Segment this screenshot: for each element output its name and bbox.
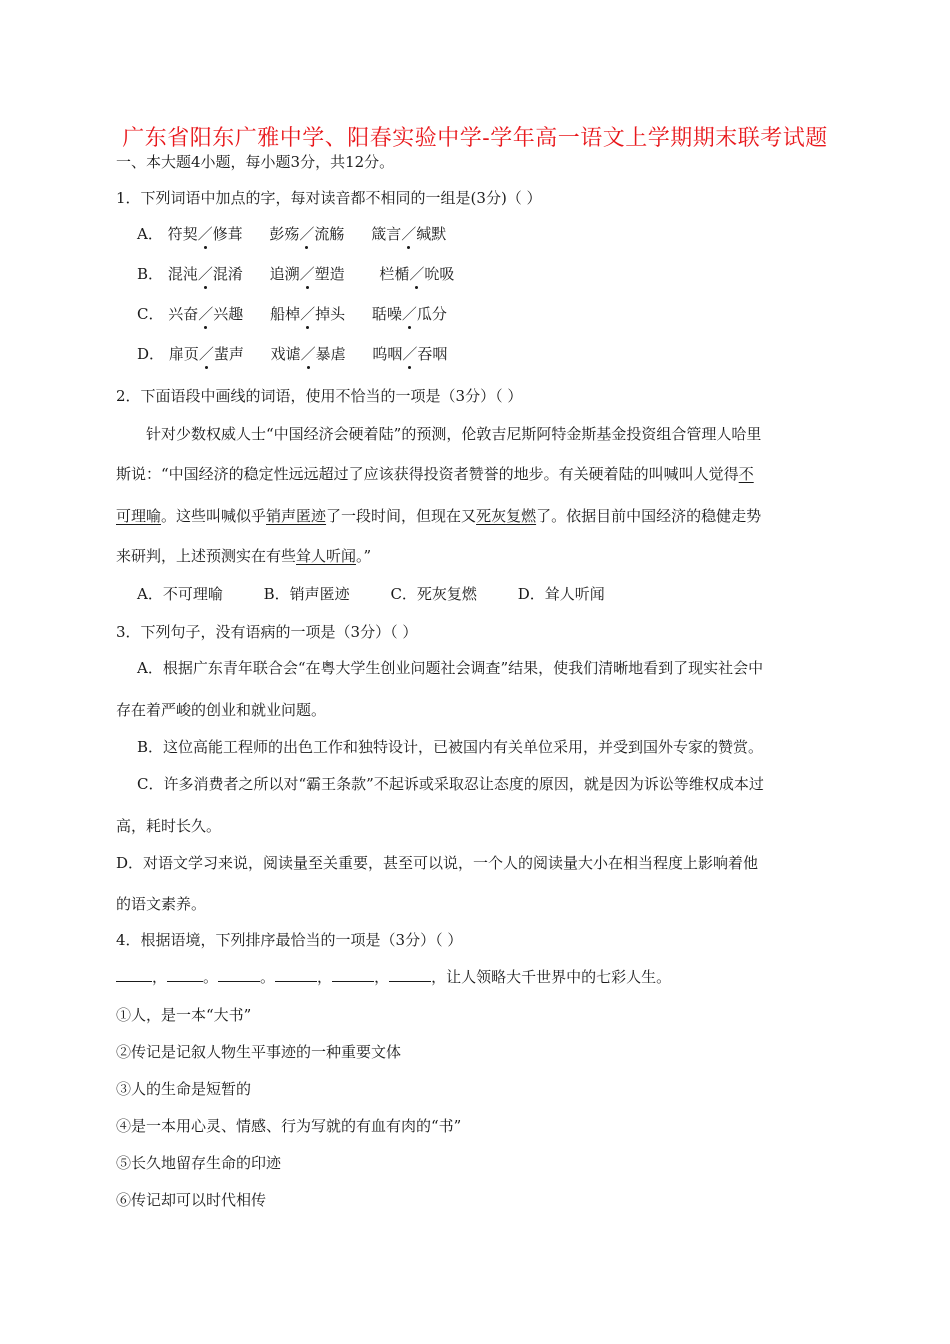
question-2-options: [137, 584, 605, 604]
answer-blank[interactable]: [389, 967, 431, 982]
dotted-word-pair: 符契／修葺: [167, 225, 243, 243]
punctuation: 。: [203, 968, 219, 986]
sentence-item: ①人，是一本“大书”: [116, 1006, 252, 1024]
dotted-word-pair: 箴言／缄默: [371, 225, 447, 243]
answer-blank[interactable]: [167, 967, 203, 982]
question-3-option-c: C．许多消费者之所以对“霸王条款”不起诉或采取忍让态度的原因，就是因为诉讼等维权成本过: [137, 775, 764, 793]
dotted-word-pair: 兴奋／兴趣: [168, 305, 244, 323]
passage-text: 了。依据目前中国经济的稳健走势: [536, 507, 762, 525]
question-3-option-c-cont: 高，耗时长久。: [116, 817, 222, 835]
answer-blank[interactable]: [218, 967, 260, 982]
dotted-word-pair: 聒噪／瓜分: [371, 305, 447, 323]
passage-line: 针对少数权威人士“中国经济会硬着陆”的预测，伦敦吉尼斯阿特金斯基金投资组合管理人哈里: [146, 425, 762, 443]
answer-blank[interactable]: [275, 967, 317, 982]
passage-text: 来研判，上述预测实在有些: [116, 547, 297, 565]
page-title: 广东省阳东广雅中学、阳春实验中学-学年高一语文上学期期末联考试题: [122, 126, 828, 151]
question-1-stem: 1．下列词语中加点的字，每对读音都不相同的一组是(3分)（ ）: [116, 189, 542, 207]
question-2-stem: 2．下面语段中画线的词语，使用不恰当的一项是（3分）（ ）: [116, 387, 523, 405]
option-label: A．: [137, 225, 163, 243]
underlined-phrase: 销声匿迹: [266, 507, 327, 525]
passage-line: [116, 464, 754, 484]
passage-text: 。”: [356, 547, 372, 565]
sentence-item: ④是一本用心灵、情感、行为写就的有血有肉的“书”: [116, 1117, 462, 1135]
dotted-word-pair: 扉页／蜚声: [168, 345, 244, 363]
option-label: C．: [137, 305, 164, 323]
underlined-phrase: 耸人听闻: [296, 547, 357, 565]
option-c: C．死灰复燃: [390, 585, 477, 603]
punctuation: ，: [152, 968, 168, 986]
punctuation: ，: [374, 968, 390, 986]
question-3-stem: 3．下列句子，没有语病的一项是（3分）（ ）: [116, 623, 418, 641]
question-1-option-b: [137, 264, 454, 284]
option-d: D．耸人听闻: [517, 585, 605, 603]
punctuation: 。: [260, 968, 276, 986]
sentence-item: ⑤长久地留存生命的印迹: [116, 1154, 282, 1172]
sentence-item: ③人的生命是短暂的: [116, 1080, 252, 1098]
dotted-word-pair: 呜咽／吞咽: [372, 345, 448, 363]
dotted-word-pair: 追溯／塑造: [269, 265, 345, 283]
fill-in-sentence: [116, 967, 671, 987]
question-3-option-d: D．对语文学习来说，阅读量至关重要，甚至可以说，一个人的阅读量大小在相当程度上影响着他: [116, 854, 759, 872]
punctuation: ，: [317, 968, 333, 986]
question-3-option-a-cont: 存在着严峻的创业和就业问题。: [116, 701, 327, 719]
question-1-option-d: [137, 344, 447, 364]
answer-blank[interactable]: [116, 967, 152, 982]
dotted-word-pair: 混沌／混淆: [167, 265, 243, 283]
question-3-option-a: A．根据广东青年联合会“在粤大学生创业问题社会调查”结果，使我们清晰地看到了现实社会中: [137, 659, 764, 677]
section-heading: 一、本大题4小题，每小题3分，共12分。: [116, 153, 395, 171]
question-1-option-c: [137, 304, 447, 324]
option-b: B．销声匿迹: [263, 585, 350, 603]
underlined-phrase: 死灰复燃: [476, 507, 537, 525]
option-a: A．不可理喻: [137, 585, 223, 603]
question-3-option-b: B．这位高能工程师的出色工作和独特设计，已被国内有关单位采用，并受到国外专家的赞赏。: [137, 738, 764, 756]
question-4-stem: 4．根据语境，下列排序最恰当的一项是（3分）（ ）: [116, 931, 463, 949]
dotted-word-pair: 船棹／掉头: [270, 305, 346, 323]
option-label: B．: [137, 265, 164, 283]
sentence-item: ②传记是记叙人物生平事迹的一种重要文体: [116, 1043, 402, 1061]
question-1-option-a: [137, 224, 446, 244]
question-3-option-d-cont: 的语文素养。: [116, 895, 207, 913]
dotted-word-pair: 彭殇／流觞: [269, 225, 345, 243]
option-label: D．: [137, 345, 165, 363]
sentence-tail: ，让人领略大千世界中的七彩人生。: [431, 968, 672, 986]
passage-text: 斯说：“中国经济的稳定性远远超过了应该获得投资者赞誉的地步。有关硬着陆的叫喊叫人觉得: [116, 465, 739, 483]
dotted-word-pair: 栏楯／吮吸: [379, 265, 455, 283]
underlined-phrase: 可理喻: [116, 507, 162, 525]
passage-line: [116, 506, 761, 526]
underlined-phrase: 不: [738, 465, 754, 483]
answer-blank[interactable]: [332, 967, 374, 982]
passage-text: 了一段时间，但现在又: [326, 507, 477, 525]
passage-line: [116, 546, 371, 566]
dotted-word-pair: 戏谑／暴虐: [270, 345, 346, 363]
sentence-item: ⑥传记却可以时代相传: [116, 1191, 267, 1209]
passage-text: 。这些叫喊似乎: [161, 507, 267, 525]
